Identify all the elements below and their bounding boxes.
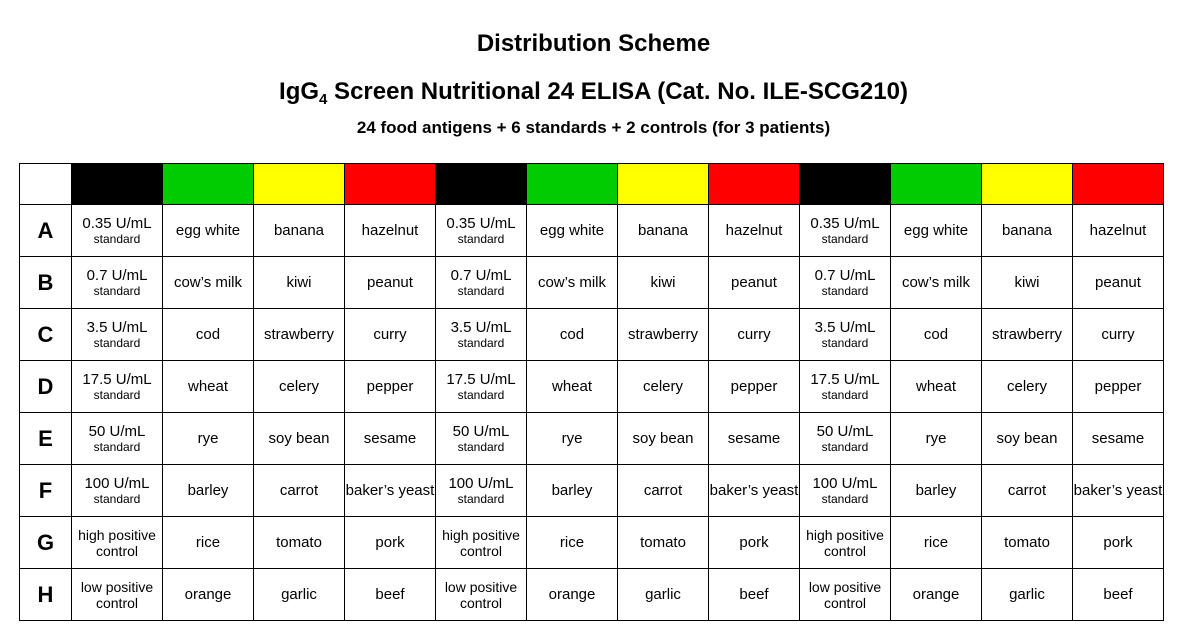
table-row (20, 257, 1164, 309)
distribution-table (19, 163, 1164, 621)
table-row (20, 569, 1164, 621)
standard-concentration: 17.5 U/mL (446, 370, 516, 388)
standard-label: standard (821, 335, 869, 350)
antigen-cell: orange (163, 569, 254, 621)
antigen-cell: egg white (163, 205, 254, 257)
standard-label: standard (821, 387, 869, 402)
antigen-cell: kiwi (982, 257, 1073, 309)
antigen-cell: celery (618, 361, 709, 413)
standard-cell (800, 413, 891, 465)
standard-label: standard (457, 387, 505, 402)
antigen-cell: barley (163, 465, 254, 517)
standard-label: standard (457, 491, 505, 506)
control-label: high positive control (78, 526, 156, 559)
standard-concentration: 3.5 U/mL (814, 318, 876, 336)
product-subscript: 4 (319, 91, 328, 108)
antigen-cell: hazelnut (1073, 205, 1164, 257)
standard-label: standard (93, 439, 141, 454)
antigen-cell: pepper (345, 361, 436, 413)
antigen-cell: rice (891, 517, 982, 569)
standard-label: standard (821, 439, 869, 454)
standard-label: standard (93, 283, 141, 298)
antigen-cell: carrot (982, 465, 1073, 517)
standard-cell (800, 465, 891, 517)
antigen-cell: beef (709, 569, 800, 621)
standard-concentration: 0.35 U/mL (82, 214, 152, 232)
control-label: low positive control (444, 578, 518, 611)
standard-label: standard (457, 439, 505, 454)
antigen-cell: banana (254, 205, 345, 257)
standard-label: standard (93, 387, 141, 402)
row-label: D (20, 361, 72, 413)
antigen-cell: pork (345, 517, 436, 569)
antigen-cell: soy bean (618, 413, 709, 465)
standard-concentration: 100 U/mL (84, 474, 150, 492)
control-cell (72, 517, 163, 569)
antigen-cell: pork (709, 517, 800, 569)
antigen-cell: banana (618, 205, 709, 257)
standard-cell (72, 257, 163, 309)
antigen-cell: egg white (527, 205, 618, 257)
antigen-cell: peanut (345, 257, 436, 309)
antigen-cell: garlic (254, 569, 345, 621)
color-header-red (709, 164, 800, 205)
antigen-cell: carrot (254, 465, 345, 517)
antigen-cell: rye (891, 413, 982, 465)
color-header-black (72, 164, 163, 205)
antigen-cell: tomato (982, 517, 1073, 569)
color-header-green (527, 164, 618, 205)
table-row (20, 205, 1164, 257)
antigen-cell: barley (891, 465, 982, 517)
antigen-cell: soy bean (982, 413, 1073, 465)
control-cell (436, 569, 527, 621)
antigen-cell: orange (527, 569, 618, 621)
standard-cell (436, 257, 527, 309)
antigen-cell: barley (527, 465, 618, 517)
antigen-cell: cow’s milk (527, 257, 618, 309)
standard-concentration: 100 U/mL (812, 474, 878, 492)
standard-concentration: 0.35 U/mL (446, 214, 516, 232)
antigen-cell: curry (1073, 309, 1164, 361)
color-header-yellow (982, 164, 1073, 205)
standard-cell (436, 465, 527, 517)
standard-concentration: 0.35 U/mL (810, 214, 880, 232)
antigen-cell: orange (891, 569, 982, 621)
subtitle: 24 food antigens + 6 standards + 2 controls (for 3 patients) (356, 118, 831, 137)
antigen-cell: tomato (618, 517, 709, 569)
control-label: high positive control (806, 526, 884, 559)
control-cell (72, 569, 163, 621)
standard-label: standard (457, 335, 505, 350)
standard-cell (72, 413, 163, 465)
color-header-row (20, 164, 1164, 205)
standard-label: standard (457, 231, 505, 246)
antigen-cell: garlic (982, 569, 1073, 621)
antigen-cell: cod (163, 309, 254, 361)
antigen-cell: banana (982, 205, 1073, 257)
standard-concentration: 3.5 U/mL (86, 318, 148, 336)
table-row (20, 361, 1164, 413)
control-cell (436, 517, 527, 569)
antigen-cell: baker’s yeast (709, 465, 800, 517)
row-label: A (20, 205, 72, 257)
antigen-cell: egg white (891, 205, 982, 257)
standard-cell (72, 465, 163, 517)
standard-cell (436, 413, 527, 465)
standard-label: standard (821, 283, 869, 298)
row-label: F (20, 465, 72, 517)
antigen-cell: cod (527, 309, 618, 361)
color-header-black (436, 164, 527, 205)
antigen-cell: wheat (527, 361, 618, 413)
standard-cell (436, 309, 527, 361)
standard-label: standard (821, 231, 869, 246)
antigen-cell: sesame (709, 413, 800, 465)
row-label: G (20, 517, 72, 569)
antigen-cell: pepper (709, 361, 800, 413)
standard-cell (72, 309, 163, 361)
antigen-cell: baker’s yeast (345, 465, 436, 517)
antigen-cell: celery (254, 361, 345, 413)
page-title: Distribution Scheme (476, 30, 711, 57)
table-row (20, 517, 1164, 569)
antigen-cell: wheat (163, 361, 254, 413)
standard-label: standard (93, 491, 141, 506)
standard-concentration: 0.7 U/mL (450, 266, 512, 284)
corner-cell (20, 164, 72, 205)
antigen-cell: hazelnut (709, 205, 800, 257)
antigen-cell: rye (163, 413, 254, 465)
standard-concentration: 50 U/mL (816, 422, 874, 440)
row-label: C (20, 309, 72, 361)
standard-concentration: 50 U/mL (452, 422, 510, 440)
standard-concentration: 3.5 U/mL (450, 318, 512, 336)
antigen-cell: celery (982, 361, 1073, 413)
control-label: high positive control (442, 526, 520, 559)
product-title (0, 78, 1187, 106)
standard-label: standard (457, 283, 505, 298)
standard-cell (436, 361, 527, 413)
antigen-cell: peanut (709, 257, 800, 309)
color-header-green (891, 164, 982, 205)
standard-concentration: 0.7 U/mL (86, 266, 148, 284)
color-header-yellow (254, 164, 345, 205)
antigen-cell: garlic (618, 569, 709, 621)
standard-concentration: 17.5 U/mL (810, 370, 880, 388)
antigen-cell: strawberry (618, 309, 709, 361)
antigen-cell: peanut (1073, 257, 1164, 309)
standard-cell (800, 205, 891, 257)
antigen-cell: kiwi (618, 257, 709, 309)
color-header-yellow (618, 164, 709, 205)
standard-cell (800, 309, 891, 361)
antigen-cell: curry (709, 309, 800, 361)
antigen-cell: rye (527, 413, 618, 465)
antigen-cell: curry (345, 309, 436, 361)
row-label: E (20, 413, 72, 465)
control-label: low positive control (80, 578, 154, 611)
standard-cell (800, 361, 891, 413)
standard-concentration: 0.7 U/mL (814, 266, 876, 284)
control-cell (800, 569, 891, 621)
antigen-cell: cod (891, 309, 982, 361)
antigen-cell: beef (345, 569, 436, 621)
control-cell (800, 517, 891, 569)
antigen-cell: strawberry (982, 309, 1073, 361)
antigen-cell: baker’s yeast (1073, 465, 1164, 517)
table-row (20, 465, 1164, 517)
color-header-red (1073, 164, 1164, 205)
row-label: H (20, 569, 72, 621)
antigen-cell: soy bean (254, 413, 345, 465)
table-row (20, 413, 1164, 465)
antigen-cell: rice (527, 517, 618, 569)
antigen-cell: rice (163, 517, 254, 569)
standard-cell (436, 205, 527, 257)
antigen-cell: pepper (1073, 361, 1164, 413)
antigen-cell: pork (1073, 517, 1164, 569)
standard-cell (72, 205, 163, 257)
standard-label: standard (93, 335, 141, 350)
row-label: B (20, 257, 72, 309)
antigen-cell: strawberry (254, 309, 345, 361)
antigen-cell: hazelnut (345, 205, 436, 257)
color-header-green (163, 164, 254, 205)
antigen-cell: sesame (1073, 413, 1164, 465)
control-label: low positive control (808, 578, 882, 611)
antigen-cell: beef (1073, 569, 1164, 621)
standard-concentration: 50 U/mL (88, 422, 146, 440)
product-prefix: IgG (279, 78, 320, 105)
antigen-cell: carrot (618, 465, 709, 517)
antigen-cell: kiwi (254, 257, 345, 309)
color-header-red (345, 164, 436, 205)
antigen-cell: sesame (345, 413, 436, 465)
standard-cell (800, 257, 891, 309)
standard-concentration: 17.5 U/mL (82, 370, 152, 388)
standard-label: standard (821, 491, 869, 506)
standard-label: standard (93, 231, 141, 246)
standard-cell (72, 361, 163, 413)
table-row (20, 309, 1164, 361)
antigen-cell: wheat (891, 361, 982, 413)
standard-concentration: 100 U/mL (448, 474, 514, 492)
product-rest: Screen Nutritional 24 ELISA (Cat. No. ILE-SCG210) (327, 78, 908, 105)
antigen-cell: tomato (254, 517, 345, 569)
antigen-cell: cow’s milk (891, 257, 982, 309)
antigen-cell: cow’s milk (163, 257, 254, 309)
color-header-black (800, 164, 891, 205)
